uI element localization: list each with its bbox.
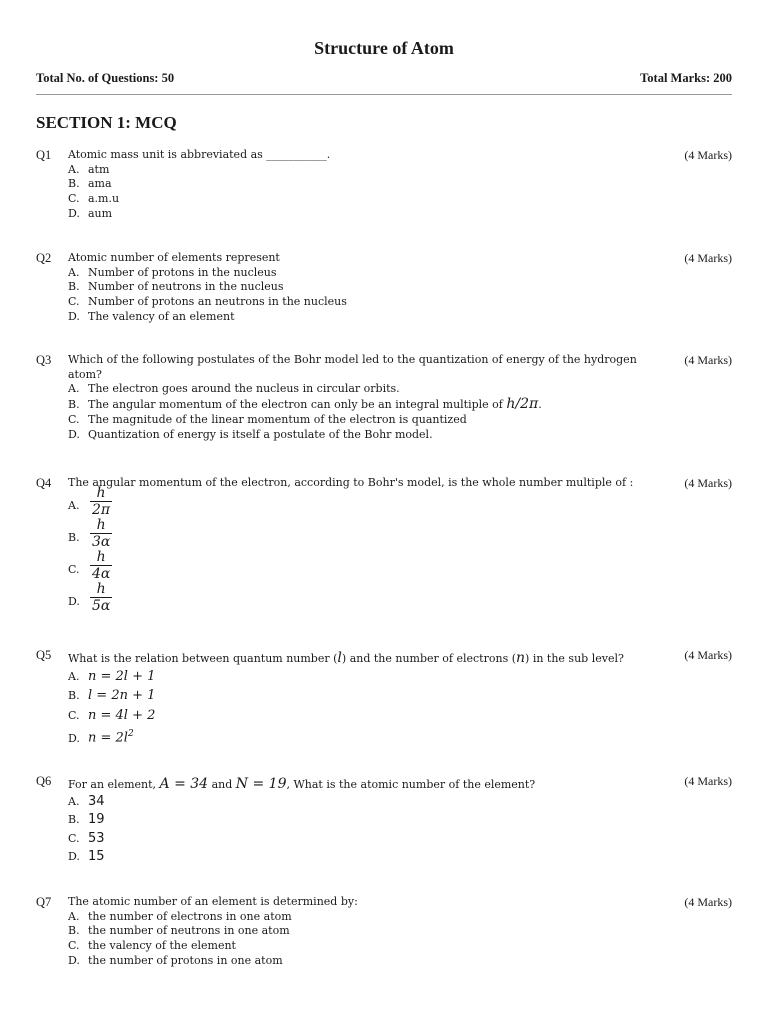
option-letter: B. — [68, 398, 80, 412]
option-a — [68, 163, 732, 178]
total-questions: Total No. of Questions: 50 — [36, 71, 175, 85]
fraction-numerator: h — [96, 516, 106, 533]
option-text: Number of protons in the nucleus — [88, 265, 277, 279]
option-a — [68, 382, 732, 397]
option-c — [68, 192, 732, 207]
option-d — [68, 725, 732, 748]
section-title: SECTION 1: MCQ — [36, 113, 177, 132]
option-text: aum — [88, 206, 113, 220]
option-letter: B. — [68, 177, 80, 191]
text-part: , What is the atomic number of the element? — [286, 778, 536, 791]
option-text: The valency of an element — [88, 309, 235, 323]
option-text: 53 — [88, 830, 105, 846]
option-equation: n = 2l — [88, 730, 128, 746]
option-equation: n = 2l + 1 — [88, 668, 156, 684]
option-d — [68, 428, 732, 443]
option-letter: C. — [68, 708, 80, 722]
option-text: Number of neutrons in the nucleus — [88, 280, 284, 294]
option-letter: C. — [68, 562, 80, 576]
question-6 — [36, 774, 732, 867]
option-letter: A. — [68, 909, 80, 923]
question-text: Atomic mass unit is abbreviated as ___________. — [68, 148, 331, 161]
option-letter: D. — [68, 206, 80, 220]
option-letter: C. — [68, 939, 80, 953]
option-fraction — [90, 517, 112, 550]
question-marks: (4 Marks) — [684, 895, 732, 909]
option-letter: C. — [68, 295, 80, 309]
option-letter: D. — [68, 309, 80, 323]
option-text: ama — [88, 177, 112, 191]
question-text: Which of the following postulates of the Bohr model led to the quantization of energy of the hydrogen atom? — [68, 353, 637, 381]
option-d — [68, 954, 732, 969]
option-text: a.m.u — [88, 192, 120, 206]
option-a — [68, 484, 732, 523]
option-letter: B. — [68, 530, 80, 544]
option-letter: B. — [68, 924, 80, 938]
option-text: 34 — [88, 793, 105, 809]
question-2 — [36, 251, 732, 325]
option-d — [68, 207, 732, 222]
text-part: For an element, — [68, 778, 160, 791]
fraction-numerator: h — [96, 548, 106, 565]
question-3 — [36, 353, 732, 442]
question-text — [68, 648, 638, 667]
option-b — [68, 397, 732, 413]
question-text — [68, 774, 638, 793]
question-marks: (4 Marks) — [684, 353, 732, 367]
option-a — [68, 667, 732, 687]
fraction-denominator: 5α — [92, 597, 111, 614]
question-number: Q1 — [36, 148, 52, 162]
option-letter: D. — [68, 427, 80, 441]
option-text: the number of electrons in one atom — [88, 909, 292, 923]
option-text: 19 — [88, 812, 105, 828]
text-part: What is the relation between quantum number ( — [68, 652, 338, 665]
math-expression: A = 34 — [159, 776, 209, 792]
option-d — [68, 580, 732, 619]
option-d — [68, 848, 732, 867]
option-letter: B. — [68, 280, 80, 294]
option-fraction — [90, 581, 112, 614]
option-c — [68, 939, 732, 954]
question-number: Q6 — [36, 774, 52, 788]
fraction-denominator: 2π — [92, 501, 111, 518]
option-letter: A. — [68, 382, 80, 396]
option-b — [68, 924, 732, 939]
option-text: the valency of the element — [88, 939, 236, 953]
option-letter: D. — [68, 850, 80, 864]
option-letter: D. — [68, 953, 80, 967]
question-marks: (4 Marks) — [684, 251, 732, 265]
option-b — [68, 516, 732, 555]
option-letter: D. — [68, 731, 80, 745]
question-1 — [36, 148, 732, 222]
option-text: atm — [88, 162, 110, 176]
option-text: Number of protons an neutrons in the nucleus — [88, 295, 347, 309]
option-letter: B. — [68, 813, 80, 827]
option-equation: n = 4l + 2 — [88, 707, 156, 723]
option-letter: D. — [68, 594, 80, 608]
option-text: The angular momentum of the electron can only be an integral multiple of — [88, 398, 507, 412]
option-text: The electron goes around the nucleus in circular orbits. — [88, 382, 400, 396]
option-text: The magnitude of the linear momentum of the electron is quantized — [88, 412, 467, 426]
fraction-numerator: h — [96, 484, 106, 501]
question-text: Atomic number of elements represent — [68, 251, 280, 264]
question-marks: (4 Marks) — [684, 476, 732, 490]
question-4 — [36, 476, 732, 619]
option-a — [68, 910, 732, 925]
question-number: Q4 — [36, 476, 52, 490]
option-c — [68, 830, 732, 849]
option-letter: A. — [68, 498, 80, 512]
math-expression: N = 19 — [235, 776, 287, 792]
text-part: ) in the sub level? — [525, 652, 624, 665]
option-text: the number of protons in one atom — [88, 953, 283, 967]
document-title: Structure of Atom — [314, 38, 454, 58]
option-b — [68, 811, 732, 830]
fraction-numerator: h — [96, 580, 106, 597]
question-marks: (4 Marks) — [684, 774, 732, 788]
fraction-denominator: 3α — [92, 533, 111, 550]
question-text: The angular momentum of the electron, according to Bohr's model, is the whole number multiple of : — [68, 476, 634, 489]
option-text: 15 — [88, 849, 105, 865]
option-c — [68, 295, 732, 310]
option-math: h/2π — [506, 396, 539, 413]
option-b — [68, 280, 732, 295]
question-text: The atomic number of an element is determined by: — [68, 895, 358, 908]
option-text: the number of neutrons in one atom — [88, 924, 290, 938]
option-b — [68, 686, 732, 706]
question-marks: (4 Marks) — [684, 148, 732, 162]
question-number: Q2 — [36, 251, 52, 265]
total-marks: Total Marks: 200 — [640, 71, 732, 85]
option-c — [68, 706, 732, 726]
option-letter: A. — [68, 794, 80, 808]
option-fraction — [90, 549, 112, 582]
question-number: Q7 — [36, 895, 52, 909]
question-number: Q3 — [36, 353, 52, 367]
question-7 — [36, 895, 732, 969]
fraction-denominator: 4α — [92, 565, 111, 582]
text-part: ) and the number of electrons ( — [341, 652, 516, 665]
option-c — [68, 413, 732, 428]
option-d — [68, 310, 732, 325]
option-letter: C. — [68, 412, 80, 426]
option-b — [68, 177, 732, 192]
question-marks: (4 Marks) — [684, 648, 732, 662]
option-letter: C. — [68, 192, 80, 206]
option-a — [68, 793, 732, 812]
question-5 — [36, 648, 732, 748]
option-letter: A. — [68, 265, 80, 279]
option-a — [68, 266, 732, 281]
math-symbol: l — [337, 650, 342, 666]
option-exponent: 2 — [127, 729, 134, 740]
option-punctuation: . — [538, 398, 542, 412]
text-part: and — [208, 778, 236, 791]
option-letter: B. — [68, 689, 80, 703]
option-c — [68, 548, 732, 587]
option-letter: A. — [68, 669, 80, 683]
option-equation: l = 2n + 1 — [88, 688, 156, 704]
header-divider — [36, 94, 732, 95]
option-text: Quantization of energy is itself a postulate of the Bohr model. — [88, 427, 433, 441]
option-fraction — [90, 485, 112, 518]
option-letter: A. — [68, 162, 80, 176]
math-symbol: n — [516, 650, 526, 666]
option-letter: C. — [68, 831, 80, 845]
question-number: Q5 — [36, 648, 52, 662]
